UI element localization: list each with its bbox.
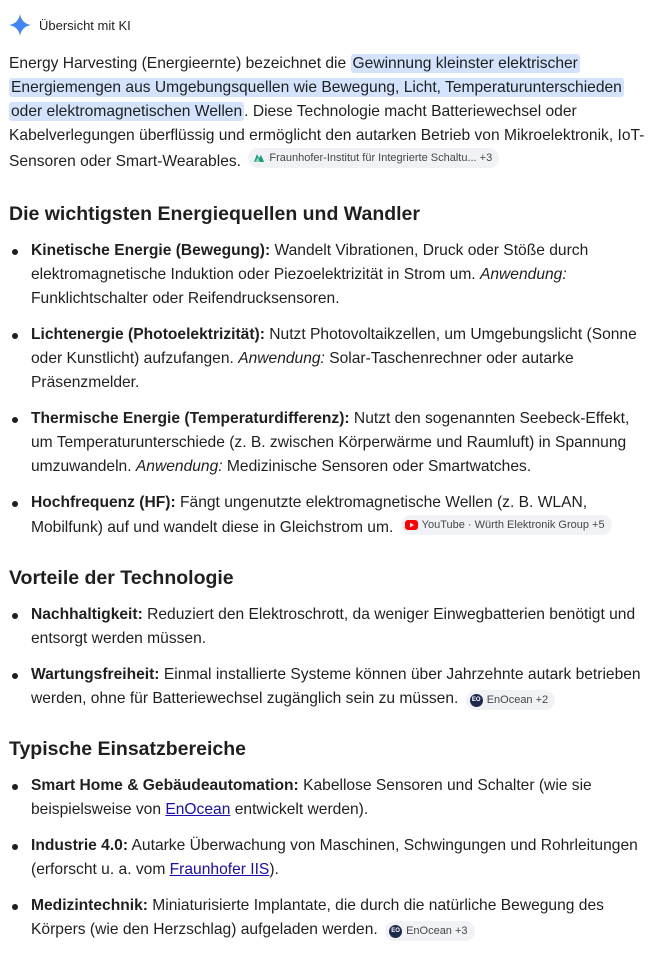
youtube-icon bbox=[405, 519, 418, 532]
list-item: Wartungsfreiheit: Einmal installierte Systeme können über Jahrzehnte autark betrieben werden, ohne für Batteriewechsel zugänglich sein zu müssen. EO EnOcean +2 bbox=[9, 663, 645, 711]
source-chip[interactable]: EO EnOcean +3 bbox=[385, 921, 474, 941]
list-item: Hochfrequenz (HF): Fängt ungenutzte elektromagnetische Wellen (z. B. WLAN, Mobilfunk) auf und wandelt diese in Gleichstrom um. YouTube · Würth Elektronik Group +5 bbox=[9, 491, 645, 540]
source-chip[interactable]: YouTube · Würth Elektronik Group +5 bbox=[401, 515, 612, 535]
highlighted-passage[interactable]: Gewinnung kleinster elektrischer Energiemengen aus Umgebungsquellen wie Bewegung, Licht, Temperaturunterschieden oder elektromagnetischen Wellen bbox=[11, 55, 622, 120]
list-item: Lichtenergie (Photoelektrizität): Nutzt Photovoltaikzellen, um Umgebungslicht (Sonne oder Kunstlicht) aufzufangen. Anwendung: Solar-Taschenrechner oder autarke Präsenzmelder. bbox=[9, 323, 645, 395]
list-item: Medizintechnik: Miniaturisierte Implantate, die durch die natürliche Bewegung des Körpers (wie den Herzschlag) aufgeladen werden. EO EnOcean +3 bbox=[9, 894, 645, 942]
advantages-list bbox=[9, 603, 645, 711]
ai-overview-content bbox=[9, 52, 645, 954]
fraunhofer-icon bbox=[252, 152, 265, 165]
list-item: Industrie 4.0: Autarke Überwachung von Maschinen, Schwingungen und Rohrleitungen (erforscht u. a. vom Fraunhofer IIS). bbox=[9, 834, 645, 882]
list-item: Nachhaltigkeit: Reduziert den Elektroschrott, da weniger Einwegbatterien benötigt und entsorgt werden müssen. bbox=[9, 603, 645, 651]
section-title: Die wichtigsten Energiequellen und Wandler bbox=[9, 203, 420, 225]
list-item: Thermische Energie (Temperaturdifferenz): Nutzt den sogenannten Seebeck-Effekt, um Temperaturunterschiede (z. B. zwischen Körperwärme und Raumluft) in Spannung umzuwandeln. Anwendung: Medizinische Sensoren oder Smartwatches. bbox=[9, 407, 645, 479]
use-cases-list bbox=[9, 774, 645, 942]
enocean-icon: EO bbox=[389, 925, 402, 938]
enocean-link[interactable]: EnOcean bbox=[165, 801, 231, 818]
list-item: Kinetische Energie (Bewegung): Wandelt Vibrationen, Druck oder Stöße durch elektromagnetische Induktion oder Piezoelektrizität in Strom um. Anwendung: Funklichtschalter oder Reifendrucksensoren. bbox=[9, 239, 645, 311]
enocean-icon: EO bbox=[470, 694, 483, 707]
list-item: Smart Home & Gebäudeautomation: Kabellose Sensoren und Schalter (wie sie beispielsweise von EnOcean entwickelt werden). bbox=[9, 774, 645, 822]
source-chip[interactable]: Fraunhofer-Institut für Integrierte Schaltu... +3 bbox=[248, 148, 499, 168]
intro-paragraph: Energy Harvesting (Energieernte) bezeichnet die Gewinnung kleinster elektrischer Energiemengen aus Umgebungsquellen wie Bewegung, Licht, Temperaturunterschieden oder elektromagnetischen Wellen . Diese Technologie macht Batteriewechsel oder Kabelverlegungen überflüssig und ermöglicht den autarken Betrieb von Mikroelektronik, IoT-Sensoren oder Smart-Wearables. Fraunhofer-Institut für Integrierte Schaltu... +3 bbox=[9, 55, 645, 170]
energy-sources-list bbox=[9, 239, 645, 540]
ai-overview-label: Übersicht mit KI bbox=[39, 17, 131, 33]
ai-overview-header bbox=[9, 12, 131, 38]
fraunhofer-iis-link[interactable]: Fraunhofer IIS bbox=[169, 861, 270, 878]
section-title: Typische Einsatzbereiche bbox=[9, 738, 246, 760]
sparkle-icon bbox=[9, 14, 31, 36]
source-chip[interactable]: EO EnOcean +2 bbox=[466, 690, 555, 710]
section-title: Vorteile der Technologie bbox=[9, 567, 234, 589]
